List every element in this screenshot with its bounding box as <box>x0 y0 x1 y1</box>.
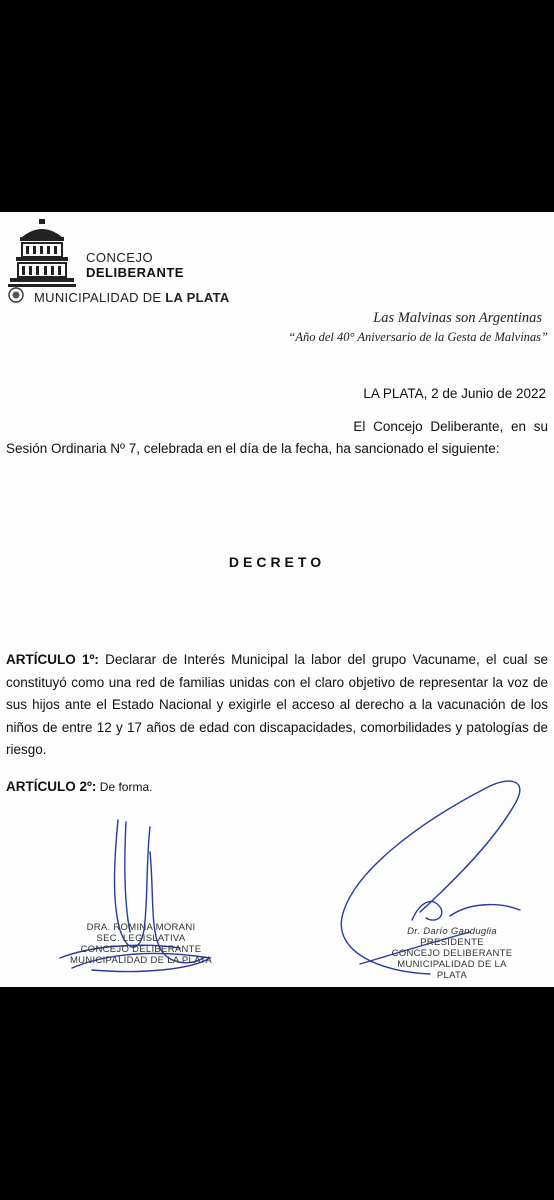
org-name-line2: DELIBERANTE <box>86 265 184 280</box>
article-2 <box>6 779 152 794</box>
municipality-prefix: MUNICIPALIDAD DE <box>34 290 166 305</box>
signer-left-name: DRA. ROMINA MORANI <box>86 922 196 933</box>
signer-right-muni: MUNICIPALIDAD DE LA PLATA <box>397 959 507 981</box>
municipal-seal-icon <box>8 287 24 303</box>
signer-left-role: SEC. LEGISLATIVA <box>96 933 186 944</box>
article-2-text: De forma. <box>96 780 153 794</box>
intro-line2: Sesión Ordinaria Nº 7, celebrada en el día de la fecha, ha sancionado el siguiente: <box>6 441 500 456</box>
article-1 <box>6 649 548 762</box>
motto-line2: “Año del 40° Aniversario de la Gesta de Malvinas” <box>288 330 548 344</box>
municipality-city: LA PLATA <box>165 290 230 305</box>
signer-right-body: CONCEJO DELIBERANTE <box>391 948 513 959</box>
org-name-line1: CONCEJO <box>86 250 154 265</box>
article-2-label: ARTÍCULO 2º: <box>6 779 97 794</box>
signature-block-right <box>386 926 518 981</box>
document-date: LA PLATA, 2 de Junio de 2022 <box>363 386 546 401</box>
intro-line1: El Concejo Deliberante, en su <box>353 419 548 434</box>
signature-block-left <box>66 922 216 966</box>
document-page <box>0 212 554 987</box>
signer-left-body: CONCEJO DELIBERANTE <box>80 944 202 955</box>
article-1-text: Declarar de Interés Municipal la labor del grupo Vacuname, el cual se constituyó como una red de familias unidas con el claro objetivo de representar la voz de sus hijos ante el Estado Nacional y exigirle el acceso al derecho a la vacunación de los niños de entre 12 y 17 años de edad con discapacidades, comorbilidades y patologías de riesgo. <box>6 652 548 757</box>
motto-line1: Las Malvinas son Argentinas <box>373 310 542 326</box>
signer-left-muni: MUNICIPALIDAD DE LA PLATA <box>69 955 213 966</box>
document-title: DECRETO <box>228 554 326 570</box>
concejo-building-logo <box>8 217 76 289</box>
article-1-label: ARTÍCULO 1º: <box>6 652 99 667</box>
signer-right-name: Dr. Darío Ganduglia <box>407 926 497 937</box>
municipality-name <box>34 290 230 305</box>
handwritten-signatures <box>0 212 554 987</box>
signer-right-role: PRESIDENTE <box>420 937 484 948</box>
